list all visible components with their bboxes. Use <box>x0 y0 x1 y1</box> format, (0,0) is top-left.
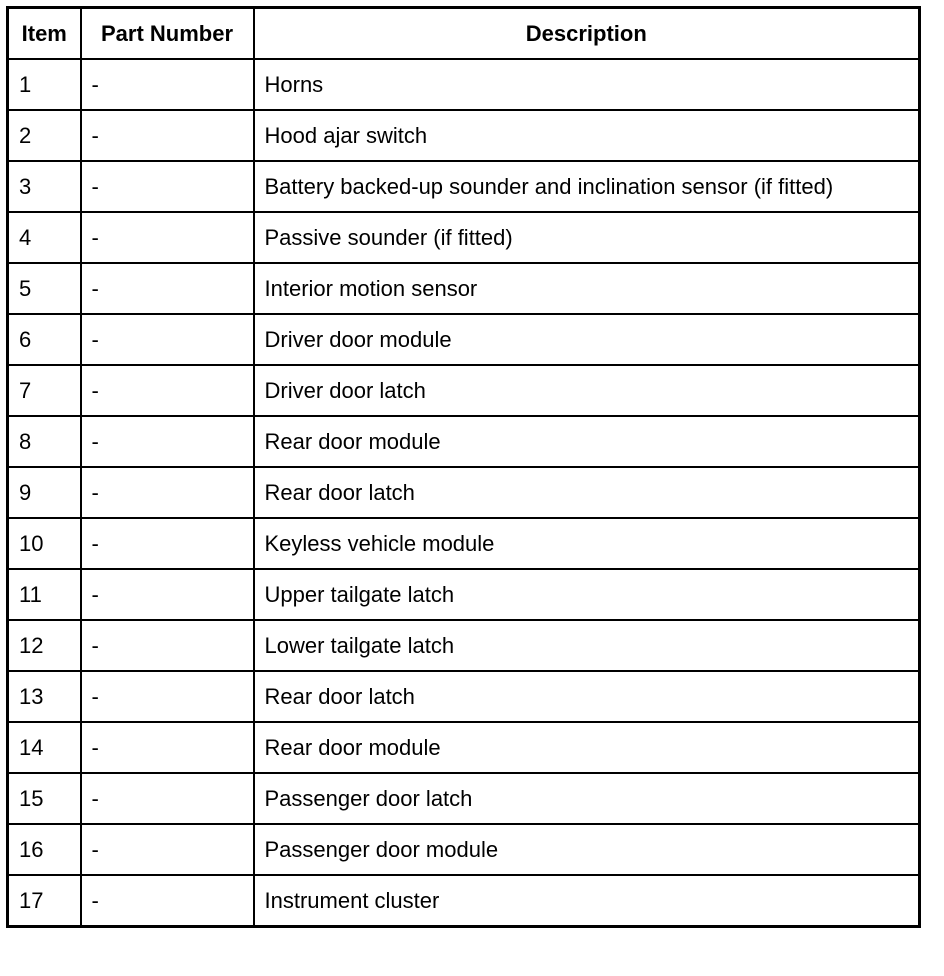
cell-item: 11 <box>8 569 81 620</box>
cell-part-number: - <box>81 875 254 927</box>
cell-item: 1 <box>8 59 81 110</box>
cell-description: Rear door latch <box>254 671 920 722</box>
cell-item: 4 <box>8 212 81 263</box>
parts-table <box>6 6 921 928</box>
table-row <box>8 212 920 263</box>
cell-item: 15 <box>8 773 81 824</box>
cell-description: Horns <box>254 59 920 110</box>
cell-description: Keyless vehicle module <box>254 518 920 569</box>
cell-description: Passenger door module <box>254 824 920 875</box>
cell-item: 17 <box>8 875 81 927</box>
header-part-number: Part Number <box>81 8 254 60</box>
header-item: Item <box>8 8 81 60</box>
table-row <box>8 59 920 110</box>
table-row <box>8 824 920 875</box>
cell-description: Lower tailgate latch <box>254 620 920 671</box>
cell-part-number: - <box>81 212 254 263</box>
header-row <box>8 8 920 60</box>
cell-part-number: - <box>81 416 254 467</box>
table-header <box>8 8 920 60</box>
table-row <box>8 467 920 518</box>
cell-part-number: - <box>81 59 254 110</box>
cell-item: 12 <box>8 620 81 671</box>
cell-item: 3 <box>8 161 81 212</box>
table-row <box>8 620 920 671</box>
cell-item: 6 <box>8 314 81 365</box>
cell-description: Rear door latch <box>254 467 920 518</box>
cell-item: 13 <box>8 671 81 722</box>
table-row <box>8 518 920 569</box>
cell-item: 14 <box>8 722 81 773</box>
table-row <box>8 671 920 722</box>
cell-part-number: - <box>81 467 254 518</box>
table-body <box>8 59 920 927</box>
cell-item: 2 <box>8 110 81 161</box>
cell-description: Hood ajar switch <box>254 110 920 161</box>
cell-item: 5 <box>8 263 81 314</box>
table-row <box>8 263 920 314</box>
cell-part-number: - <box>81 671 254 722</box>
cell-description: Rear door module <box>254 722 920 773</box>
table-row <box>8 773 920 824</box>
cell-item: 8 <box>8 416 81 467</box>
table-row <box>8 161 920 212</box>
cell-part-number: - <box>81 569 254 620</box>
table-row <box>8 569 920 620</box>
cell-description: Passive sounder (if fitted) <box>254 212 920 263</box>
cell-part-number: - <box>81 518 254 569</box>
cell-part-number: - <box>81 722 254 773</box>
cell-description: Interior motion sensor <box>254 263 920 314</box>
cell-part-number: - <box>81 824 254 875</box>
cell-description: Rear door module <box>254 416 920 467</box>
cell-description: Instrument cluster <box>254 875 920 927</box>
cell-part-number: - <box>81 620 254 671</box>
cell-part-number: - <box>81 263 254 314</box>
table-row <box>8 365 920 416</box>
cell-description: Driver door module <box>254 314 920 365</box>
cell-description: Driver door latch <box>254 365 920 416</box>
cell-description: Passenger door latch <box>254 773 920 824</box>
cell-description: Upper tailgate latch <box>254 569 920 620</box>
cell-item: 7 <box>8 365 81 416</box>
cell-item: 10 <box>8 518 81 569</box>
cell-part-number: - <box>81 314 254 365</box>
cell-part-number: - <box>81 110 254 161</box>
cell-description: Battery backed-up sounder and inclination sensor (if fitted) <box>254 161 920 212</box>
cell-part-number: - <box>81 161 254 212</box>
table-row <box>8 875 920 927</box>
cell-part-number: - <box>81 773 254 824</box>
table-row <box>8 722 920 773</box>
table-row <box>8 110 920 161</box>
cell-item: 16 <box>8 824 81 875</box>
cell-part-number: - <box>81 365 254 416</box>
table-row <box>8 416 920 467</box>
cell-item: 9 <box>8 467 81 518</box>
table-row <box>8 314 920 365</box>
header-description: Description <box>254 8 920 60</box>
